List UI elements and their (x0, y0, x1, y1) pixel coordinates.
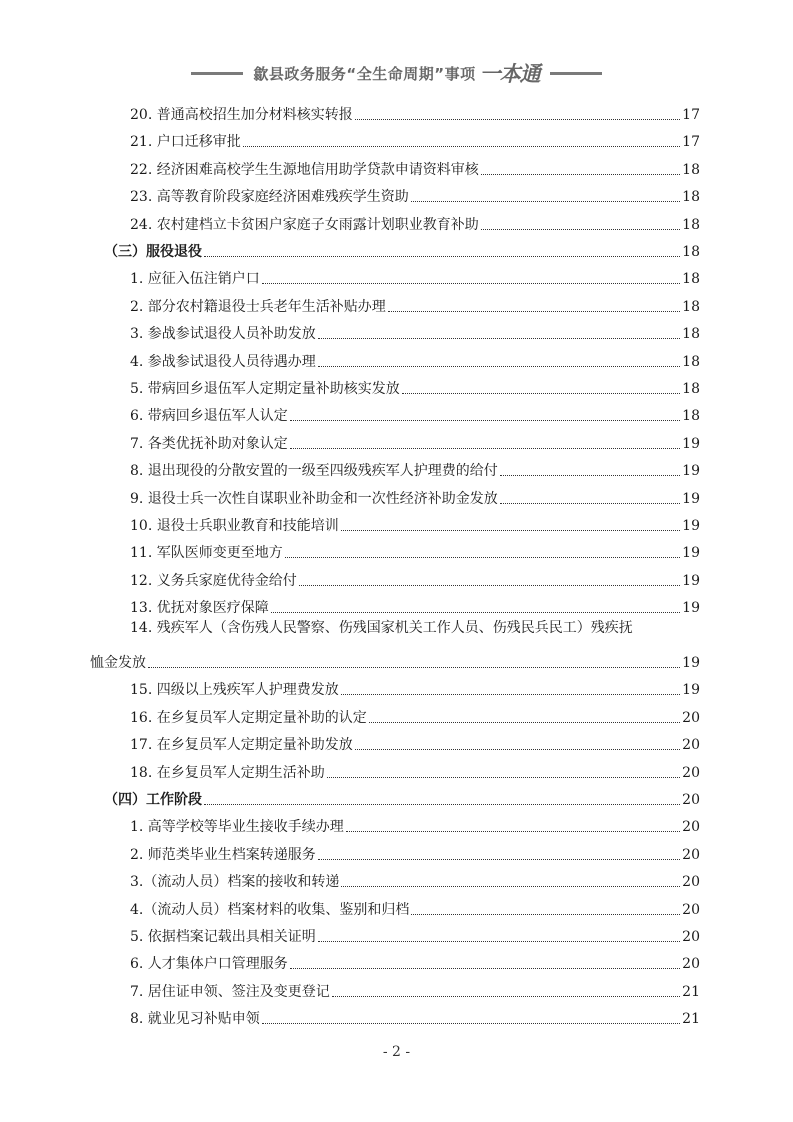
toc-entry-title: 17. 在乡复员军人定期定量补助发放 (130, 737, 353, 754)
dot-leader (346, 831, 680, 832)
dot-leader (285, 557, 680, 558)
toc-entry[interactable] (130, 153, 700, 179)
toc-entry[interactable] (130, 865, 700, 891)
toc-entry-page: 20 (682, 792, 700, 808)
toc-entry-page: 20 (682, 737, 700, 754)
toc-entry[interactable] (130, 454, 700, 480)
toc-entry[interactable] (130, 810, 700, 836)
dot-leader (204, 256, 680, 257)
dot-leader (290, 448, 680, 449)
toc-entry-title: 16. 在乡复员军人定期定量补助的认定 (130, 709, 367, 726)
toc-entry[interactable] (130, 1002, 700, 1028)
toc-entry-title: 3. 参战参试退役人员补助发放 (130, 326, 316, 343)
toc-entry-page: 18 (682, 216, 700, 233)
toc-entry-page: 20 (682, 956, 700, 973)
toc-entry-page: 18 (682, 353, 700, 370)
toc-entry-title: 7. 居住证申领、签注及变更登记 (130, 983, 330, 1000)
dot-leader (327, 777, 680, 778)
dot-leader (318, 859, 680, 860)
toc-section-heading[interactable] (104, 783, 700, 809)
toc-entry[interactable] (130, 482, 700, 508)
toc-entry-page: 19 (682, 545, 700, 562)
header-rule-left (191, 72, 243, 75)
toc-entry[interactable] (130, 427, 700, 453)
dot-leader (355, 749, 680, 750)
toc-entry-page: 20 (682, 709, 700, 726)
dot-leader (500, 475, 680, 476)
header-title: 歙县政务服务“全生命周期”事项 (253, 64, 476, 83)
toc-entry-page: 20 (682, 901, 700, 918)
toc-entry[interactable] (130, 317, 700, 343)
toc-entry-page: 20 (682, 929, 700, 945)
toc-entry-title: 23. 高等教育阶段家庭经济困难残疾学生资助 (130, 189, 409, 206)
toc-section-heading[interactable] (104, 235, 700, 261)
toc-entry[interactable] (130, 125, 700, 151)
toc-entry-title: 6. 带病回乡退伍军人认定 (130, 408, 288, 425)
dot-leader (299, 585, 680, 586)
toc-entry[interactable] (130, 536, 700, 562)
toc-entry-title: 4. 参战参试退役人员待遇办理 (130, 353, 316, 370)
dot-leader (388, 311, 680, 312)
toc-entry-continuation[interactable] (90, 646, 700, 672)
toc-entry-page: 19 (682, 518, 700, 534)
toc-entry[interactable] (130, 975, 700, 1001)
toc-entry-page: 19 (682, 490, 700, 507)
dot-leader (204, 804, 680, 805)
toc-entry-page: 21 (682, 1011, 700, 1028)
toc-entry-page: 17 (682, 107, 700, 123)
toc-entry[interactable] (130, 180, 700, 206)
toc-entry-page: 18 (682, 381, 700, 397)
dot-leader (148, 667, 680, 668)
toc-entry[interactable] (130, 345, 700, 371)
dot-leader (411, 201, 680, 202)
toc-entry-title: 15. 四级以上残疾军人护理费发放 (130, 682, 339, 699)
toc-entry-title: 3.（流动人员）档案的接收和转递 (130, 874, 340, 891)
toc-entry-page: 18 (682, 244, 700, 260)
toc-entry-title: 22. 经济困难高校学生生源地信用助学贷款申请资料审核 (130, 161, 479, 178)
toc-entry-title: 6. 人才集体户口管理服务 (130, 956, 288, 973)
toc-entry-title: 11. 军队医师变更至地方 (130, 545, 283, 562)
dot-leader (481, 174, 680, 175)
toc-entry-title: 21. 户口迁移审批 (130, 134, 241, 151)
page-header (0, 60, 793, 86)
header-rule-right (550, 72, 602, 75)
toc-entry-title: 13. 优抚对象医疗保障 (130, 600, 269, 617)
dot-leader (262, 283, 680, 284)
toc-entry[interactable] (130, 893, 700, 919)
toc-entry-title: 9. 退役士兵一次性自谋职业补助金和一次性经济补助金发放 (130, 490, 498, 507)
page-number: - 2 - (382, 1044, 411, 1060)
toc-entry[interactable] (130, 372, 700, 398)
toc-entry-page: 18 (682, 298, 700, 315)
toc-entry-page: 20 (682, 764, 700, 781)
dot-leader (355, 119, 680, 120)
toc-entry-page: 19 (682, 435, 700, 452)
toc-entry-page: 20 (682, 846, 700, 863)
toc-entry[interactable] (130, 262, 700, 288)
toc-entry[interactable] (130, 701, 700, 727)
toc-entry-title: （四）工作阶段 (104, 792, 202, 808)
toc-entry-title: 1. 应征入伍注销户口 (130, 271, 260, 288)
toc-entry-title: 8. 退出现役的分散安置的一级至四级残疾军人护理费的给付 (130, 463, 498, 480)
dot-leader (402, 393, 680, 394)
toc-entry-page: 19 (682, 600, 700, 617)
toc-entry[interactable] (130, 399, 700, 425)
dot-leader (411, 914, 680, 915)
dot-leader (500, 503, 680, 504)
toc-entry-page: 18 (682, 189, 700, 206)
toc-entry-page: 19 (682, 655, 700, 671)
dot-leader (318, 941, 680, 942)
toc-entry-page: 18 (682, 326, 700, 343)
toc-entry-title: 14. 残疾军人（含伤残人民警察、伤残国家机关工作人员、伤残民兵民工）残疾抚 (130, 619, 633, 636)
toc-entry-page: 19 (682, 572, 700, 589)
toc-entry-page: 18 (682, 408, 700, 425)
toc-entry-title-continued: 恤金发放 (90, 655, 146, 671)
toc-entry-title: 24. 农村建档立卡贫困户家庭子女雨露计划职业教育补助 (130, 216, 479, 233)
toc-entry-page: 20 (682, 874, 700, 891)
toc-entry-title: 18. 在乡复员军人定期生活补助 (130, 764, 325, 781)
toc-entry[interactable] (130, 208, 700, 234)
toc-entry[interactable] (130, 509, 700, 535)
toc-entry-title: 7. 各类优抚补助对象认定 (130, 435, 288, 452)
dot-leader (318, 366, 680, 367)
toc-entry-page: 18 (682, 271, 700, 288)
toc-entry-page: 17 (682, 134, 700, 151)
toc-entry-page: 21 (682, 983, 700, 1000)
dot-leader (369, 722, 680, 723)
toc-entry-title: 4.（流动人员）档案材料的收集、鉴别和归档 (130, 901, 410, 918)
toc-entry[interactable] (130, 564, 700, 590)
toc-entry[interactable] (130, 947, 700, 973)
dot-leader (290, 968, 680, 969)
toc-entry[interactable] (130, 838, 700, 864)
dot-leader (290, 420, 680, 421)
toc-entry-title: 5. 依据档案记载出具相关证明 (130, 929, 316, 945)
dot-leader (271, 612, 680, 613)
toc-entry-title: 20. 普通高校招生加分材料核实转报 (130, 107, 353, 123)
toc-entry-title: 12. 义务兵家庭优待金给付 (130, 572, 297, 589)
toc-entry-title: 2. 部分农村籍退役士兵老年生活补贴办理 (130, 298, 386, 315)
dot-leader (243, 146, 680, 147)
toc-entry-title: 8. 就业见习补贴申领 (130, 1011, 260, 1028)
toc-entry[interactable] (130, 98, 700, 124)
toc-entry-title: 1. 高等学校等毕业生接收手续办理 (130, 819, 344, 836)
toc-entry-page: 20 (682, 819, 700, 836)
toc-entry-page: 19 (682, 682, 700, 699)
toc-entry-title: 5. 带病回乡退伍军人定期定量补助核实发放 (130, 381, 400, 397)
toc-entry[interactable] (130, 619, 700, 645)
dot-leader (318, 338, 680, 339)
header-logo: 一本通 (479, 62, 540, 86)
dot-leader (262, 1023, 680, 1024)
dot-leader (341, 530, 680, 531)
toc-entry[interactable] (130, 756, 700, 782)
toc-entry-title: 10. 退役士兵职业教育和技能培训 (130, 518, 339, 534)
toc-entry[interactable] (130, 673, 700, 699)
dot-leader (341, 694, 680, 695)
dot-leader (332, 996, 680, 997)
toc-entry-title: 2. 师范类毕业生档案转递服务 (130, 846, 316, 863)
toc-entry[interactable] (130, 728, 700, 754)
dot-leader (481, 229, 680, 230)
toc-entry[interactable] (130, 591, 700, 617)
toc-entry[interactable] (130, 920, 700, 946)
toc-entry-page: 19 (682, 463, 700, 480)
toc-entry-title: （三）服役退役 (104, 244, 202, 260)
toc-entry[interactable] (130, 290, 700, 316)
toc-entry-page: 18 (682, 161, 700, 178)
dot-leader (341, 886, 680, 887)
